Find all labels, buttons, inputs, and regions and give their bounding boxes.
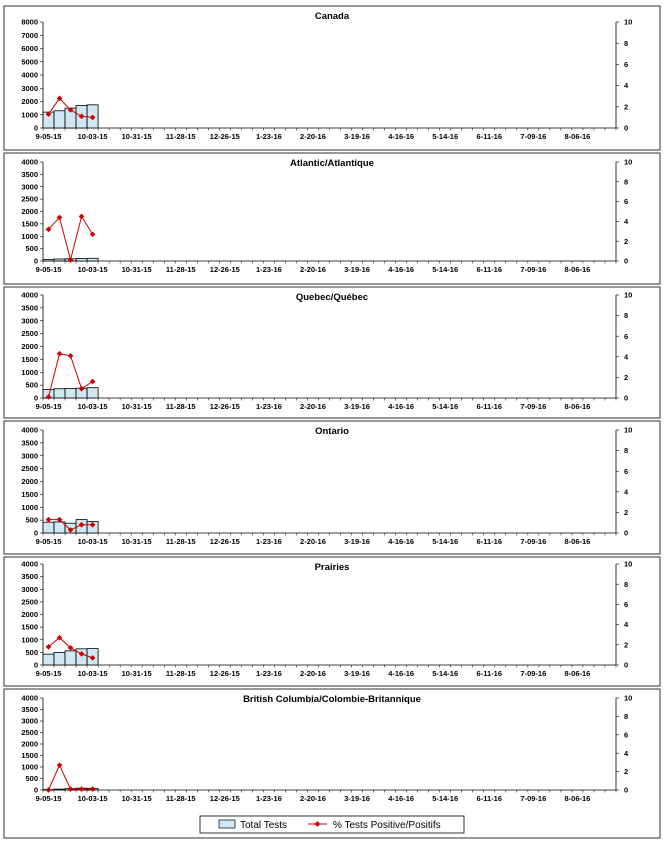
y2-tick-label: 2 <box>624 508 629 517</box>
x-tick-label: 1-23-16 <box>255 265 282 274</box>
y2-tick-label: 4 <box>624 748 629 758</box>
y-tick-label: 4000 <box>21 693 38 703</box>
y-tick-label: 0 <box>33 393 38 403</box>
x-tick-label: 6-11-16 <box>476 794 502 803</box>
y-tick-label: 2000 <box>21 610 38 620</box>
chart-title: British Columbia/Colombie-Britannique <box>243 694 421 705</box>
y2-tick-label: 2 <box>624 373 629 382</box>
x-tick-label: 3-19-16 <box>344 265 370 274</box>
y-tick-label: 500 <box>25 515 38 525</box>
y-tick-label: 4000 <box>21 290 38 300</box>
y-tick-label: 7000 <box>21 30 38 40</box>
y2-tick-label: 4 <box>624 620 629 630</box>
y-tick-label: 2000 <box>21 477 38 487</box>
y2-tick-label: 2 <box>624 236 629 246</box>
y-tick-label: 2500 <box>21 464 38 474</box>
y-tick-label: 3500 <box>21 438 38 448</box>
y-tick-label: 3500 <box>21 705 38 715</box>
x-tick-label: 5-14-16 <box>432 794 459 803</box>
x-tick-label: 5-14-16 <box>432 669 459 678</box>
y-tick-label: 3500 <box>21 169 38 179</box>
x-tick-label: 8-06-16 <box>564 537 591 546</box>
bar <box>87 388 98 398</box>
y-tick-label: 1500 <box>21 622 38 632</box>
chart-title: Ontario <box>315 426 349 437</box>
x-tick-label: 12-26-15 <box>209 794 240 803</box>
x-tick-label: 9-05-15 <box>35 132 62 141</box>
x-tick-label: 12-26-15 <box>209 537 240 546</box>
y-tick-label: 1500 <box>21 751 38 761</box>
y2-tick-label: 10 <box>624 157 633 167</box>
legend-bar-swatch <box>219 820 235 828</box>
legend <box>200 816 464 833</box>
y-tick-label: 1500 <box>21 219 38 229</box>
y2-tick-label: 10 <box>624 425 633 435</box>
chart-panel <box>4 287 660 418</box>
y-tick-label: 2000 <box>21 97 38 107</box>
y-tick-label: 500 <box>25 380 38 390</box>
y2-tick-label: 2 <box>624 767 629 777</box>
y2-tick-label: 10 <box>624 693 633 703</box>
y-tick-label: 2500 <box>21 329 38 339</box>
x-tick-label: 6-11-16 <box>476 265 502 274</box>
y-tick-label: 3000 <box>21 83 38 93</box>
x-tick-label: 8-06-16 <box>564 669 591 678</box>
y2-tick-label: 4 <box>624 487 629 497</box>
x-tick-label: 8-06-16 <box>564 794 591 803</box>
y-tick-label: 5000 <box>21 57 38 67</box>
y-tick-label: 2000 <box>21 739 38 749</box>
x-tick-label: 1-23-16 <box>255 402 282 411</box>
x-tick-label: 9-05-15 <box>35 537 62 546</box>
y2-tick-label: 10 <box>624 290 633 300</box>
y2-tick-label: 0 <box>624 528 629 538</box>
y-tick-label: 4000 <box>21 559 38 569</box>
y-tick-label: 3000 <box>21 451 38 461</box>
x-tick-label: 3-19-16 <box>344 794 370 803</box>
y2-tick-label: 0 <box>624 393 629 403</box>
x-tick-label: 9-05-15 <box>35 794 62 803</box>
x-tick-label: 12-26-15 <box>209 132 240 141</box>
x-tick-label: 1-23-16 <box>255 537 282 546</box>
x-tick-label: 4-16-16 <box>388 265 415 274</box>
chart-title: Atlantic/Atlantique <box>290 158 374 169</box>
y2-tick-label: 8 <box>624 712 629 721</box>
x-tick-label: 7-09-16 <box>520 402 547 411</box>
x-tick-label: 3-19-16 <box>344 537 370 546</box>
y2-tick-label: 6 <box>624 730 629 740</box>
bar <box>65 651 76 665</box>
x-tick-label: 9-05-15 <box>35 669 62 678</box>
bar <box>54 652 65 665</box>
y2-tick-label: 6 <box>624 60 629 69</box>
y-tick-label: 3000 <box>21 716 38 726</box>
y-tick-label: 1000 <box>21 367 38 377</box>
chart-title: Prairies <box>314 562 350 573</box>
y-tick-label: 1500 <box>21 354 38 364</box>
y-tick-label: 0 <box>33 785 38 795</box>
x-tick-label: 6-11-16 <box>476 669 502 678</box>
x-tick-label: 4-16-16 <box>388 132 415 141</box>
y-tick-label: 1000 <box>21 231 38 241</box>
y-tick-label: 2500 <box>21 194 38 204</box>
x-tick-label: 6-11-16 <box>476 402 502 411</box>
y-tick-label: 3000 <box>21 316 38 326</box>
y-tick-label: 2500 <box>21 728 38 738</box>
y2-tick-label: 10 <box>624 17 633 27</box>
y-tick-label: 3000 <box>21 584 38 594</box>
x-tick-label: 5-14-16 <box>432 132 459 141</box>
x-tick-label: 12-26-15 <box>209 669 240 678</box>
x-tick-label: 7-09-16 <box>520 669 547 678</box>
y2-tick-label: 0 <box>624 123 629 133</box>
y2-tick-label: 6 <box>624 331 629 341</box>
y2-tick-label: 0 <box>624 660 629 670</box>
y-tick-label: 2000 <box>21 207 38 217</box>
legend-line-label: % Tests Positive/Positifs <box>333 820 441 831</box>
x-tick-label: 12-26-15 <box>209 265 240 274</box>
x-tick-label: 10-03-15 <box>77 402 108 411</box>
y2-tick-label: 4 <box>624 352 629 362</box>
y2-tick-label: 8 <box>624 446 629 456</box>
y2-tick-label: 4 <box>624 81 629 91</box>
chart-title: Canada <box>314 11 350 22</box>
x-tick-label: 6-11-16 <box>476 132 502 141</box>
x-tick-label: 4-16-16 <box>388 794 415 803</box>
x-tick-label: 2-20-16 <box>300 537 326 546</box>
x-tick-label: 2-20-16 <box>300 669 326 678</box>
y-tick-label: 2000 <box>21 342 38 352</box>
bar <box>54 389 65 398</box>
y-tick-label: 1500 <box>21 489 38 499</box>
bar <box>54 789 65 790</box>
x-tick-label: 4-16-16 <box>388 537 415 546</box>
y2-tick-label: 0 <box>624 256 629 266</box>
y2-tick-label: 6 <box>624 197 629 207</box>
panel-frame <box>4 421 660 554</box>
x-tick-label: 7-09-16 <box>520 794 547 803</box>
x-tick-label: 2-20-16 <box>300 132 326 141</box>
x-tick-label: 10-03-15 <box>77 132 108 141</box>
y-tick-label: 0 <box>33 660 38 670</box>
x-tick-label: 10-31-15 <box>121 132 152 141</box>
y-tick-label: 3500 <box>21 303 38 313</box>
x-tick-label: 11-28-15 <box>165 537 196 546</box>
y-tick-label: 8000 <box>21 17 38 27</box>
y-tick-label: 4000 <box>21 425 38 435</box>
bar <box>43 260 54 261</box>
y2-tick-label: 8 <box>624 177 629 187</box>
x-tick-label: 1-23-16 <box>255 794 282 803</box>
legend-bar-label: Total Tests <box>240 820 288 831</box>
bar <box>43 654 54 665</box>
x-tick-label: 11-28-15 <box>165 402 196 411</box>
y-tick-label: 2500 <box>21 597 38 607</box>
x-tick-label: 11-28-15 <box>165 794 196 803</box>
x-tick-label: 3-19-16 <box>344 132 370 141</box>
x-tick-label: 8-06-16 <box>564 132 591 141</box>
y-tick-label: 0 <box>33 256 38 266</box>
panel-frame <box>4 557 660 686</box>
x-tick-label: 7-09-16 <box>520 132 547 141</box>
x-tick-label: 4-16-16 <box>388 402 415 411</box>
y-tick-label: 1000 <box>21 635 38 645</box>
chart-panel <box>4 557 660 686</box>
y2-tick-label: 8 <box>624 38 629 48</box>
x-tick-label: 10-31-15 <box>121 265 152 274</box>
x-tick-label: 10-31-15 <box>121 537 152 546</box>
y2-tick-label: 8 <box>624 311 629 321</box>
y-tick-label: 3000 <box>21 182 38 192</box>
x-tick-label: 10-03-15 <box>77 669 108 678</box>
x-tick-label: 7-09-16 <box>520 537 547 546</box>
x-tick-label: 10-03-15 <box>77 537 108 546</box>
x-tick-label: 9-05-15 <box>35 265 62 274</box>
x-tick-label: 10-03-15 <box>77 794 108 803</box>
x-tick-label: 11-28-15 <box>165 669 196 678</box>
x-tick-label: 5-14-16 <box>432 265 459 274</box>
x-tick-label: 10-31-15 <box>121 794 152 803</box>
y-tick-label: 500 <box>25 647 38 657</box>
x-tick-label: 1-23-16 <box>255 669 282 678</box>
chart-title: Quebec/Québec <box>295 292 369 303</box>
x-tick-label: 10-31-15 <box>121 402 152 411</box>
x-tick-label: 6-11-16 <box>476 537 502 546</box>
x-tick-label: 12-26-15 <box>209 402 240 411</box>
y-tick-label: 500 <box>25 244 38 254</box>
bar <box>54 111 65 128</box>
y-tick-label: 1000 <box>21 762 38 772</box>
bar <box>65 388 76 398</box>
chart-panel <box>4 6 660 150</box>
x-tick-label: 5-14-16 <box>432 537 459 546</box>
y-tick-label: 3500 <box>21 572 38 582</box>
y2-tick-label: 6 <box>624 466 629 476</box>
bar <box>76 259 87 261</box>
x-tick-label: 4-16-16 <box>388 669 415 678</box>
x-tick-label: 11-28-15 <box>165 132 196 141</box>
bar <box>54 259 65 261</box>
x-tick-label: 10-31-15 <box>121 669 152 678</box>
y-tick-label: 0 <box>33 528 38 538</box>
chart-panel <box>4 153 660 284</box>
chart-panel <box>4 421 660 554</box>
x-tick-label: 2-20-16 <box>300 402 326 411</box>
x-tick-label: 2-20-16 <box>300 265 326 274</box>
y2-tick-label: 0 <box>624 785 629 795</box>
y-tick-label: 6000 <box>21 44 38 54</box>
x-tick-label: 10-03-15 <box>77 265 108 274</box>
x-tick-label: 7-09-16 <box>520 265 547 274</box>
y2-tick-label: 2 <box>624 640 629 650</box>
y2-tick-label: 4 <box>624 217 629 226</box>
x-tick-label: 9-05-15 <box>35 402 62 411</box>
y-tick-label: 500 <box>25 774 38 784</box>
y-tick-label: 4000 <box>21 70 38 80</box>
y-tick-label: 4000 <box>21 157 38 167</box>
chart-panels <box>4 6 660 838</box>
x-tick-label: 5-14-16 <box>432 402 459 411</box>
y2-tick-label: 6 <box>624 600 629 609</box>
y-tick-label: 1000 <box>21 110 38 120</box>
bar <box>87 258 98 261</box>
y2-tick-label: 10 <box>624 559 633 569</box>
x-tick-label: 1-23-16 <box>255 132 282 141</box>
x-tick-label: 8-06-16 <box>564 265 591 274</box>
x-tick-label: 11-28-15 <box>165 265 196 274</box>
x-tick-label: 3-19-16 <box>344 402 370 411</box>
y2-tick-label: 8 <box>624 579 629 589</box>
bar <box>43 522 54 533</box>
y-tick-label: 0 <box>33 123 38 133</box>
x-tick-label: 3-19-16 <box>344 669 370 678</box>
y2-tick-label: 2 <box>624 102 629 112</box>
x-tick-label: 8-06-16 <box>564 402 591 411</box>
y-tick-label: 1000 <box>21 502 38 512</box>
x-tick-label: 2-20-16 <box>300 794 326 803</box>
